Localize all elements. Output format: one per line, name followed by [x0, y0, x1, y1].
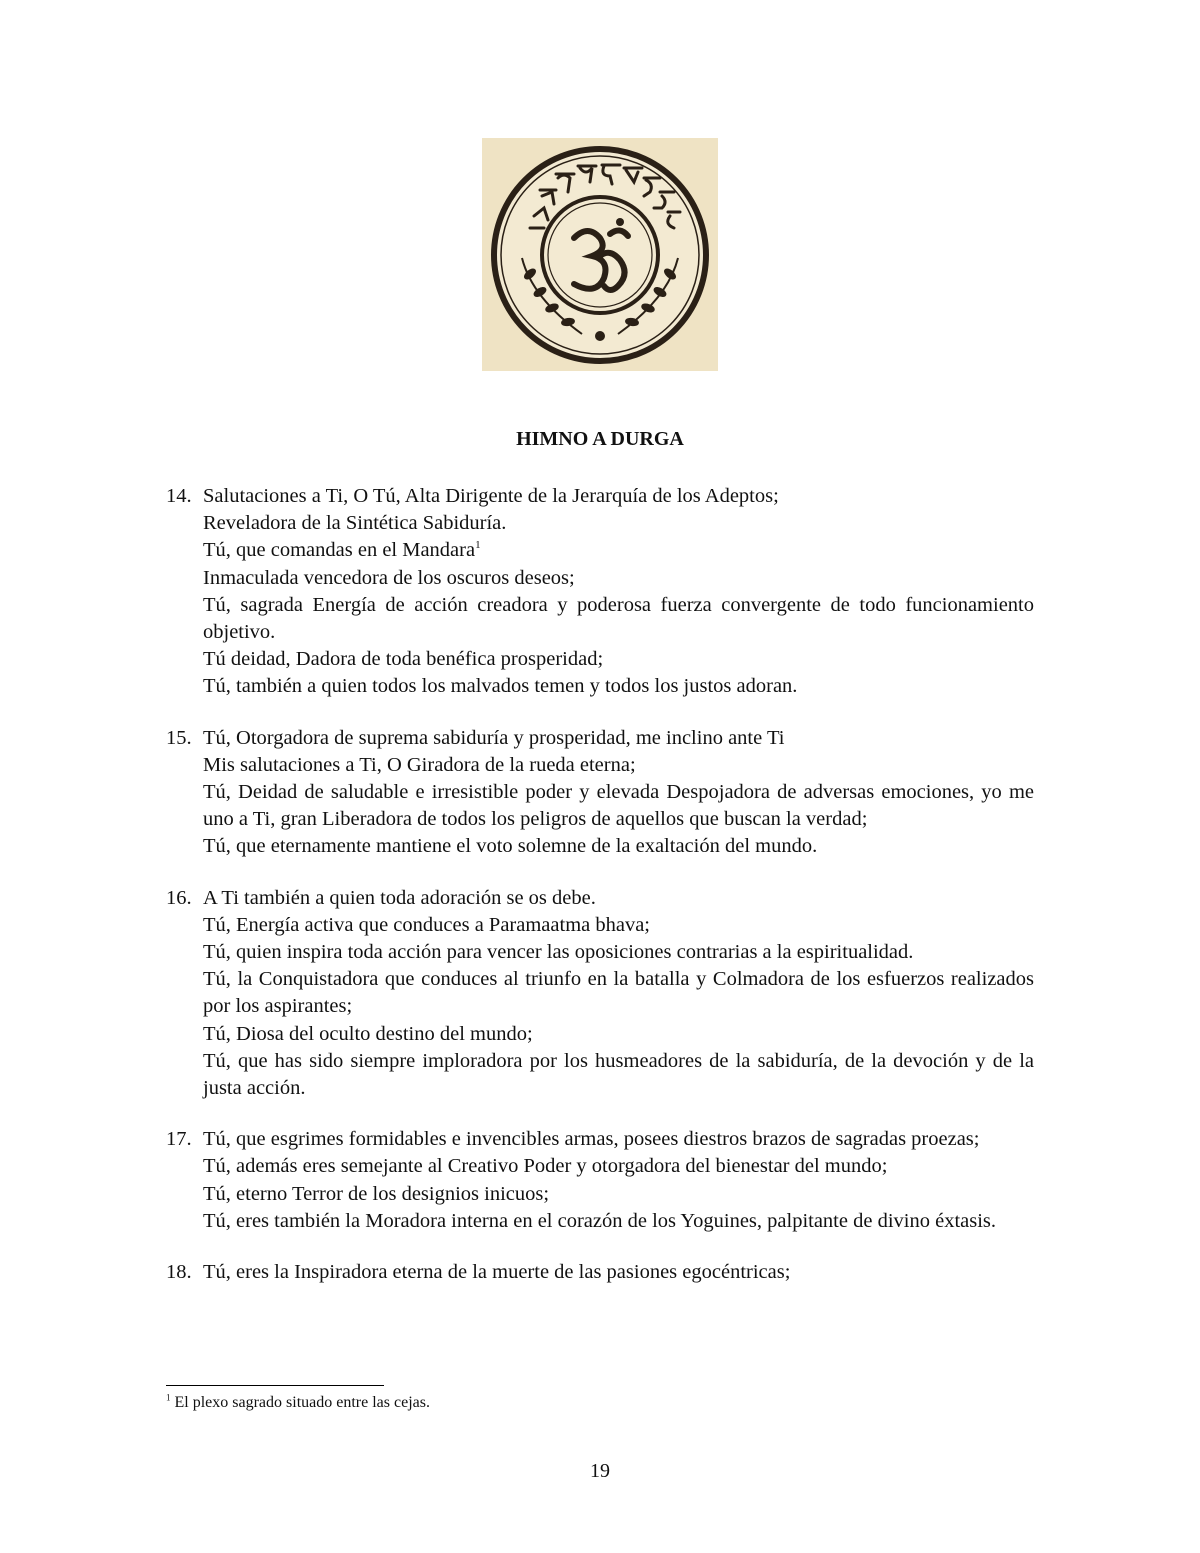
page-number: 19	[590, 1460, 610, 1482]
verse-number: 15.	[166, 726, 192, 749]
verse-17	[166, 1126, 1034, 1235]
verse-16	[166, 885, 1034, 1103]
verse-line: Reveladora de la Sintética Sabiduría.	[203, 512, 507, 535]
verse-18	[166, 1259, 1034, 1286]
verse-line: Inmaculada vencedora de los oscuros deseos;	[203, 566, 575, 589]
verse-line: Tú, Otorgadora de suprema sabiduría y prosperidad, me inclino ante Ti	[203, 726, 785, 749]
verse-number: 16.	[166, 886, 192, 909]
verse-line: Tú, que has sido siempre imploradora por los husmeadores de la sabiduría, de la devoción y de la justa acción.	[203, 1049, 1034, 1100]
verse-line: Tú, eterno Terror de los designios inicuos;	[203, 1182, 550, 1205]
footnote-divider	[166, 1385, 384, 1386]
verse-line: Tú, que eternamente mantiene el voto solemne de la exaltación del mundo.	[203, 835, 818, 858]
om-seal-icon	[482, 138, 718, 371]
verse-line: A Ti también a quien toda adoración se os debe.	[203, 886, 596, 909]
verse-line: Mis salutaciones a Ti, O Giradora de la rueda eterna;	[203, 753, 636, 776]
hymn-body	[166, 483, 1034, 1310]
verse-line: Tú, eres la Inspiradora eterna de la muerte de las pasiones egocéntricas;	[203, 1261, 791, 1284]
verse-line: Tú, sagrada Energía de acción creadora y poderosa fuerza convergente de todo funcionamiento objetivo.	[203, 593, 1034, 644]
footnote	[166, 1393, 430, 1413]
verse-line: Tú, Deidad de saludable e irresistible poder y elevada Despojadora de adversas emociones, yo me uno a Ti, gran Liberadora de todos los peligros de aquellos que buscan la verdad;	[203, 781, 1034, 831]
verse-number: 18.	[166, 1261, 192, 1284]
verse-line: Tú deidad, Dadora de toda benéfica prosperidad;	[203, 648, 604, 671]
footnote-text: El plexo sagrado situado entre las cejas.	[174, 1394, 430, 1411]
verse-number: 17.	[166, 1128, 192, 1151]
verse-line: Tú, también a quien todos los malvados temen y todos los justos adoran.	[203, 675, 798, 698]
verse-line: Tú, además eres semejante al Creativo Poder y otorgadora del bienestar del mundo;	[203, 1155, 888, 1178]
verse-line: Tú, Diosa del oculto destino del mundo;	[203, 1022, 533, 1045]
verse-number: 14.	[166, 485, 192, 507]
om-seal-graphic	[482, 138, 718, 371]
verse-line: Tú, eres también la Moradora interna en el corazón de los Yoguines, palpitante de divino éxtasis.	[203, 1209, 997, 1232]
verse-line: Tú, Energía activa que conduces a Paramaatma bhava;	[203, 913, 651, 936]
verse-line-text: Tú, que comandas en el Mandara	[203, 539, 476, 562]
verse-line: Tú, la Conquistadora que conduces al triunfo en la batalla y Colmadora de los esfuerzos realizados por los aspirantes;	[203, 968, 1034, 1018]
verse-line	[203, 537, 1034, 564]
page-title: HIMNO A DURGA	[516, 428, 684, 450]
verse-line: Tú, que esgrimes formidables e invencibles armas, posees diestros brazos de sagradas proezas;	[203, 1128, 980, 1151]
footnote-marker: 1	[475, 539, 481, 552]
verse-14	[166, 483, 1034, 701]
verse-line: Salutaciones a Ti, O Tú, Alta Dirigente de la Jerarquía de los Adeptos;	[203, 485, 779, 507]
verse-15	[166, 725, 1034, 861]
verse-line: Tú, quien inspira toda acción para vencer las oposiciones contrarias a la espiritualidad.	[203, 941, 914, 964]
footnote-marker: 1	[166, 1392, 171, 1403]
